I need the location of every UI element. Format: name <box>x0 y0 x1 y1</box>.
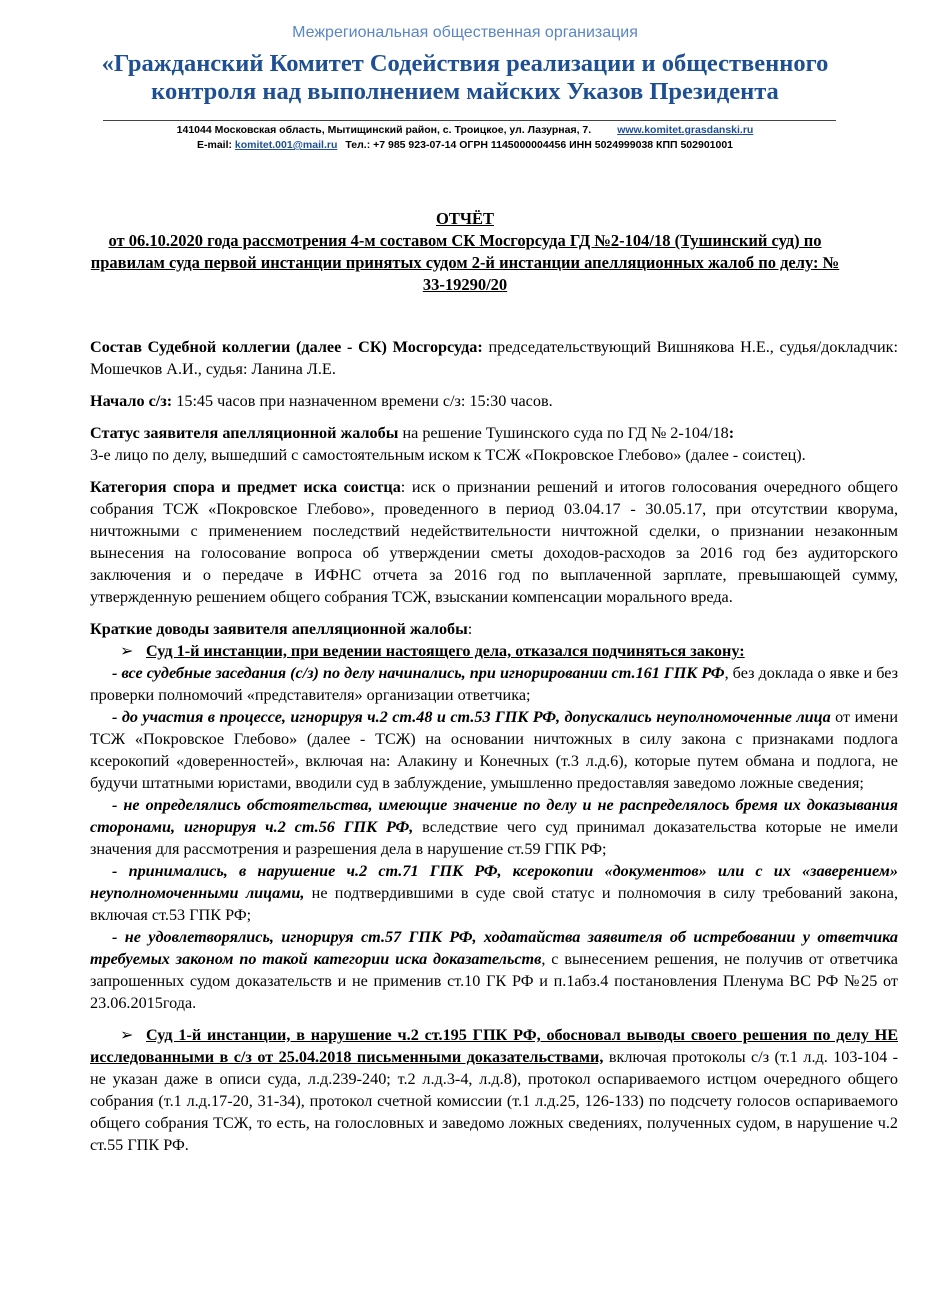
point2-text: включая протоколы с/з (т.1 л.д. 103-104 - не указан даже в описи суда, л.д.239-240; т.2 л.д.3-4, л.д.8), протокол оспариваемого истцом очередного общего собрания (т.1 л.д.17-20, 31-34), протокол счетной комиссии (т.1 л.д.25, 126-133) по подсчету голосов оспариваемого общего собрания ТСЖ, то есть, на голословных и заведомо ложных сведениях, полученных судом, в нарушение ч.2 ст.55 ГПК РФ. <box>90 1048 899 1154</box>
bullet-3-text: вследствие чего суд принимал доказательства которые не имели значения для рассмотрения и разрешения дела в нарушение ст.59 ГПК РФ; <box>90 818 898 858</box>
status-colon: : <box>728 424 735 442</box>
bullet-1-emphasis: - все судебные заседания (с/з) по делу начинались, при игнорировании ст.161 ГПК РФ <box>112 664 725 682</box>
bullet-4-text: не подтвердившими в суде свой статус и полномочия в силу требований закона, включая ст.53 ГПК РФ; <box>90 884 898 924</box>
contact-details: Тел.: +7 985 923-07-14 ОГРН 1145000004456 ИНН 5024999038 КПП 502901001 <box>345 139 734 151</box>
report-subtitle: от 06.10.2020 года рассмотрения 4-м составом СК Мосгорсуда ГД №2-104/18 (Тушинский суд) по правилам суда первой инстанции принятых судом 2-й инстанции апелляционных жалоб по делу: № 33-19290/20 <box>90 231 840 294</box>
bullet-4-emphasis: - принимались, в нарушение ч.2 ст.71 ГПК РФ, ксерокопии «документов» или с их «заверением» неуполномоченными лицами, <box>90 862 898 902</box>
arguments-heading <box>90 618 898 640</box>
email-label: E-mail: <box>196 139 232 151</box>
bullet-5-text: , с вынесением решения, не получив от ответчика запрошенных судом доказательств и не применив ст.10 ГК РФ и п.1абз.4 постановления Пленума ВС РФ №25 от 23.06.2015года. <box>90 950 898 1012</box>
email-link[interactable]: komitet.001@mail.ru <box>234 139 338 151</box>
composition-paragraph <box>90 336 898 380</box>
status-label: Статус заявителя апелляционной жалобы <box>90 424 399 442</box>
category-paragraph <box>90 476 898 608</box>
report-title: ОТЧЁТ <box>436 209 494 228</box>
bullet-5-emphasis: - не удовлетворялись, игнорируя ст.57 ГПК РФ, ходатайства заявителя об истребовании у ответчика требуемых законом по такой категории иска доказательств <box>90 928 898 968</box>
bullet-1-text: , без доклада о явке и без проверки полномочий «представителя» организации ответчика; <box>90 664 898 704</box>
arguments-label: Краткие доводы заявителя апелляционной жалобы <box>90 620 468 638</box>
bullet-3 <box>90 794 898 860</box>
category-label: Категория спора и предмет иска соистца <box>90 478 401 496</box>
point2-heading-text: Суд 1-й инстанции, в нарушение ч.2 ст.195 ГПК РФ, обосновал выводы своего решения по делу НЕ исследованными в с/з от 25.04.2018 письменными доказательствами, <box>90 1026 898 1066</box>
organization-name: «Гражданский Комитет Содействия реализации и общественного контроля над выполнением майских Указов Президента <box>101 50 829 105</box>
contact-block <box>0 123 930 153</box>
composition-text: председательствующий Вишнякова Н.Е., судья/докладчик: Мошечков А.И., судья: Ланина Л.Е. <box>90 338 898 378</box>
status-paragraph <box>90 422 898 466</box>
start-label: Начало с/з: <box>90 392 173 410</box>
arrow-bullet-icon: ➢ <box>120 1026 134 1044</box>
bullet-2-emphasis: - до участия в процессе, игнорируя ч.2 ст.48 и ст.53 ГПК РФ, допускались неуполномоченные лица <box>112 708 831 726</box>
arrow-bullet-icon: ➢ <box>120 642 134 660</box>
bullet-2 <box>90 706 898 794</box>
status-detail: 3-е лицо по делу, вышедший с самостоятельным иском к ТСЖ «Покровское Глебово» (далее - соистец). <box>90 446 806 464</box>
report-body <box>90 336 898 1156</box>
point1-heading-text: Суд 1-й инстанции, при ведении настоящего дела, отказался подчиняться закону: <box>146 642 745 660</box>
point2-paragraph <box>90 1024 898 1156</box>
start-text: 15:45 часов при назначенном времени с/з: 15:30 часов. <box>172 392 553 410</box>
bullet-3-emphasis: - не определялись обстоятельства, имеющие значение по делу и не распределялось бремя их доказывания сторонами, игнорируя ч.2 ст.56 ГПК РФ, <box>90 796 898 836</box>
point1-heading <box>90 640 898 662</box>
header-divider <box>103 120 836 121</box>
bullet-5 <box>90 926 898 1014</box>
start-paragraph <box>90 390 898 412</box>
category-text: : иск о признании решений и итогов голосования очередного общего собрания ТСЖ «Покровское Глебово», проведенного в период 03.04.17 - 30.05.17, при отсутствии кворума, ничтожными с применением последствий недействительности ничтожной сделки, о признании незаконным вынесения на голосование вопроса об утверждении сметы доходов-расходов за 2016 год без аудиторского заключения и о передаче в ИФНС отчета за 2016 год по выплаченной зарплате, превышающей сумму, утвержденную решением общего собрания ТСЖ, взыскании компенсации морального вреда. <box>90 478 898 606</box>
organization-type: Межрегиональная общественная организация <box>292 24 638 41</box>
arguments-colon: : <box>467 620 473 638</box>
bullet-2-text: от имени ТСЖ «Покровское Глебово» (далее - ТСЖ) на основании ничтожных в силу закона с признаками подлога ксерокопий «доверенностей», включая на: Алакину и Конечных (т.3 л.д.6), которые путем обмана и подлога, не будучи штатными юристами, вводили суд в заблуждение, умышленно предоставляя заведомо ложные сведения; <box>90 708 898 792</box>
composition-label: Состав Судебной коллегии (далее - СК) Мосгорсуда: <box>90 338 483 356</box>
website-link[interactable]: www.komitet.grasdanski.ru <box>617 124 754 136</box>
report-heading <box>90 208 840 296</box>
bullet-4 <box>90 860 898 926</box>
bullet-1 <box>90 662 898 706</box>
status-text: на решение Тушинского суда по ГД № 2-104/18 <box>398 424 729 442</box>
address: 141044 Московская область, Мытищинский район, с. Троицкое, ул. Лазурная, 7. <box>176 124 592 136</box>
